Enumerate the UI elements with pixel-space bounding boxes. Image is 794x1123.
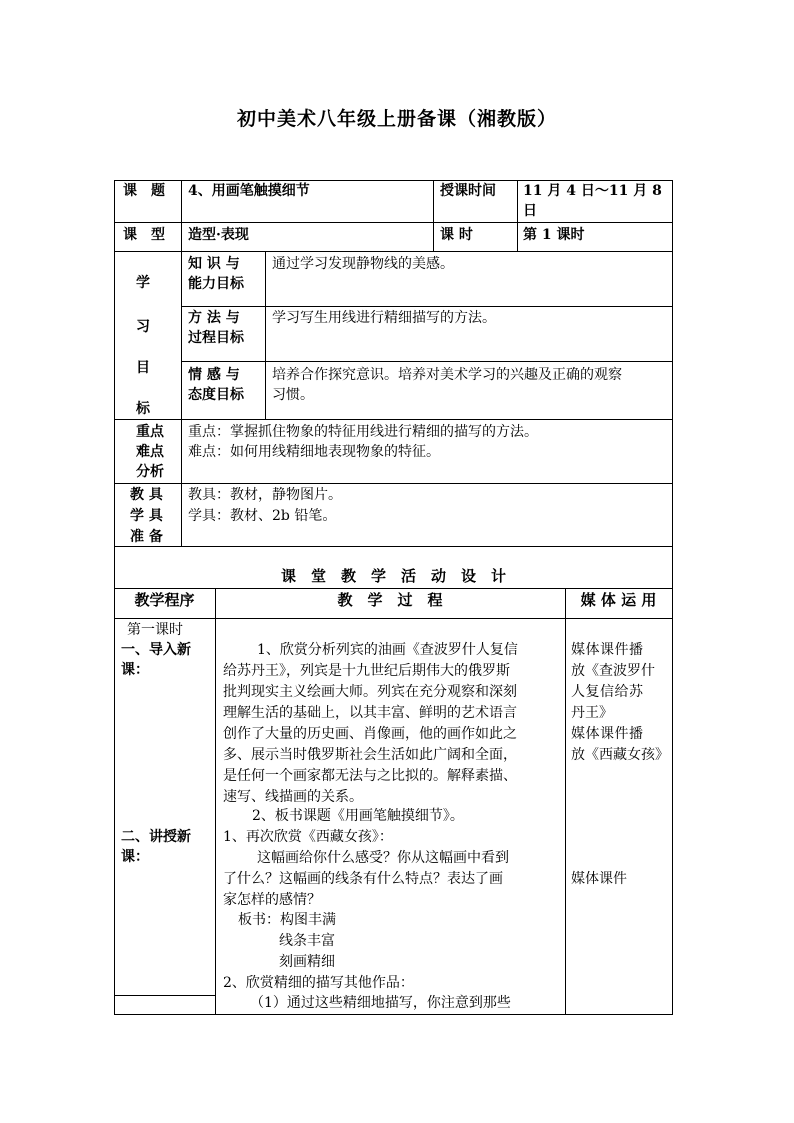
process-line: 1、欣赏分析列宾的油画《查波罗什人复信 — [257, 642, 518, 658]
goal-method-label: 方 法 与 — [188, 310, 240, 326]
key-points-label: 难点 — [136, 444, 164, 460]
goal-method-text: 学习写生用线进行精细描写的方法。 — [272, 310, 496, 326]
row-divider — [114, 419, 673, 420]
media-note: 媒体课件播 — [571, 642, 644, 658]
row-divider — [114, 1014, 673, 1015]
process-line: （1）通过这些精细地描写，你注意到那些 — [250, 995, 511, 1011]
goal-attitude-label-cont: 态度目标 — [188, 387, 244, 403]
process-line: 2、板书课题《用画笔触摸细节》。 — [252, 808, 464, 824]
goal-knowledge-label-cont: 能力目标 — [188, 276, 244, 292]
intro-step: 一、导入新 — [121, 642, 191, 658]
row-divider — [114, 222, 673, 223]
process-line: 给苏丹王》，列宾是十九世纪后期伟大的俄罗斯 — [223, 663, 510, 679]
col-divider — [517, 180, 518, 252]
type-value: 造型·表现 — [188, 227, 249, 243]
media-note: 放《查波罗什 — [571, 663, 655, 679]
goal-attitude-label: 情 感 与 — [188, 367, 240, 383]
goal-knowledge-text: 通过学习发现静物线的美感。 — [272, 256, 454, 272]
lecture-step-cont: 课： — [121, 849, 149, 865]
row-divider — [114, 483, 673, 484]
process-line: 2、欣赏精细的描写其他作品： — [223, 975, 414, 991]
process-line: 1、再次欣赏《西藏女孩》： — [223, 829, 393, 845]
goals-label-char: 标 — [136, 401, 150, 417]
col-divider — [565, 588, 566, 1015]
goal-knowledge-label: 知 识 与 — [188, 256, 240, 272]
topic-label: 课 题 — [123, 183, 165, 199]
teach-time-value-cont: 日 — [523, 203, 537, 219]
col-divider — [181, 180, 182, 547]
prep-label: 学 具 — [130, 508, 163, 524]
media-note: 丹王》 — [571, 705, 613, 721]
col-header-procedure: 教学程序 — [134, 591, 195, 609]
period-value: 第 1 课时 — [523, 227, 585, 243]
process-line: 板书：构图丰满 — [238, 912, 336, 928]
col-divider — [433, 180, 434, 252]
process-line: 速写、线描画的关系。 — [223, 789, 363, 805]
row-divider — [114, 588, 673, 589]
media-note: 媒体课件 — [571, 871, 627, 887]
first-period: 第一课时 — [127, 622, 183, 638]
media-note: 放《西藏女孩》 — [571, 747, 669, 763]
row-divider — [181, 306, 673, 307]
goal-attitude-text-cont: 习惯。 — [272, 387, 314, 403]
col-header-process: 教 学 过 程 — [337, 591, 443, 609]
row-divider — [181, 361, 673, 362]
key-points-label: 分析 — [136, 464, 164, 480]
goal-attitude-text: 培养合作探究意识。培养对美术学习的兴趣及正确的观察 — [272, 367, 622, 383]
process-line: 理解生活的基础上，以其丰富、鲜明的艺术语言 — [223, 705, 517, 721]
goals-label-char: 目 — [136, 360, 150, 376]
row-divider — [114, 251, 673, 252]
page-title: 初中美术八年级上册备课（湘教版） — [236, 108, 557, 130]
activity-title: 课 堂 教 学 活 动 设 计 — [280, 567, 506, 585]
process-line: 这幅画给你什么感受？你从这幅画中看到 — [257, 850, 509, 866]
lecture-step: 二、讲授新 — [121, 829, 191, 845]
row-divider — [114, 546, 673, 547]
media-note: 人复信给苏 — [571, 684, 644, 700]
process-line: 是任何一个画家都无法与之比拟的。解释素描、 — [223, 768, 517, 784]
intro-step-cont: 课： — [121, 662, 149, 678]
process-line: 线条丰富 — [279, 933, 335, 949]
student-tools: 学具：教材、2b 铅笔。 — [188, 508, 337, 524]
process-line: 批判现实主义绘画大师。列宾在充分观察和深刻 — [223, 684, 517, 700]
prep-label: 准 备 — [130, 529, 163, 545]
type-label: 课 型 — [123, 227, 165, 243]
col-header-media: 媒 体 运 用 — [580, 591, 657, 609]
row-divider — [114, 618, 673, 619]
row-divider — [114, 995, 215, 996]
difficulty-text: 难点：如何用线精细地表现物象的特征。 — [188, 444, 440, 460]
key-points-label: 重点 — [136, 424, 164, 440]
topic-value: 4、用画笔触摸细节 — [188, 183, 310, 199]
goal-method-label-cont: 过程目标 — [188, 330, 244, 346]
media-note: 媒体课件播 — [571, 726, 644, 742]
col-divider — [265, 251, 266, 420]
goals-label-char: 习 — [136, 319, 150, 335]
process-line: 了什么？这幅画的线条有什么特点？表达了画 — [223, 871, 503, 887]
teach-time-value: 11 月 4 日～11 月 8 — [523, 183, 662, 199]
process-line: 多、展示当时俄罗斯社会生活如此广阔和全面， — [223, 747, 517, 763]
teacher-tools: 教具：教材，静物图片。 — [188, 487, 342, 503]
teach-time-label: 授课时间 — [440, 183, 496, 199]
goals-label-char: 学 — [136, 275, 150, 291]
prep-label: 教 具 — [130, 487, 163, 503]
process-line: 家怎样的感情？ — [223, 892, 321, 908]
process-line: 创作了大量的历史画、肖像画，他的画作如此之 — [223, 726, 517, 742]
col-divider — [215, 588, 216, 1015]
period-label: 课 时 — [440, 227, 473, 243]
focus-text: 重点：掌握抓住物象的特征用线进行精细的描写的方法。 — [188, 424, 538, 440]
process-line: 刻画精细 — [279, 954, 335, 970]
